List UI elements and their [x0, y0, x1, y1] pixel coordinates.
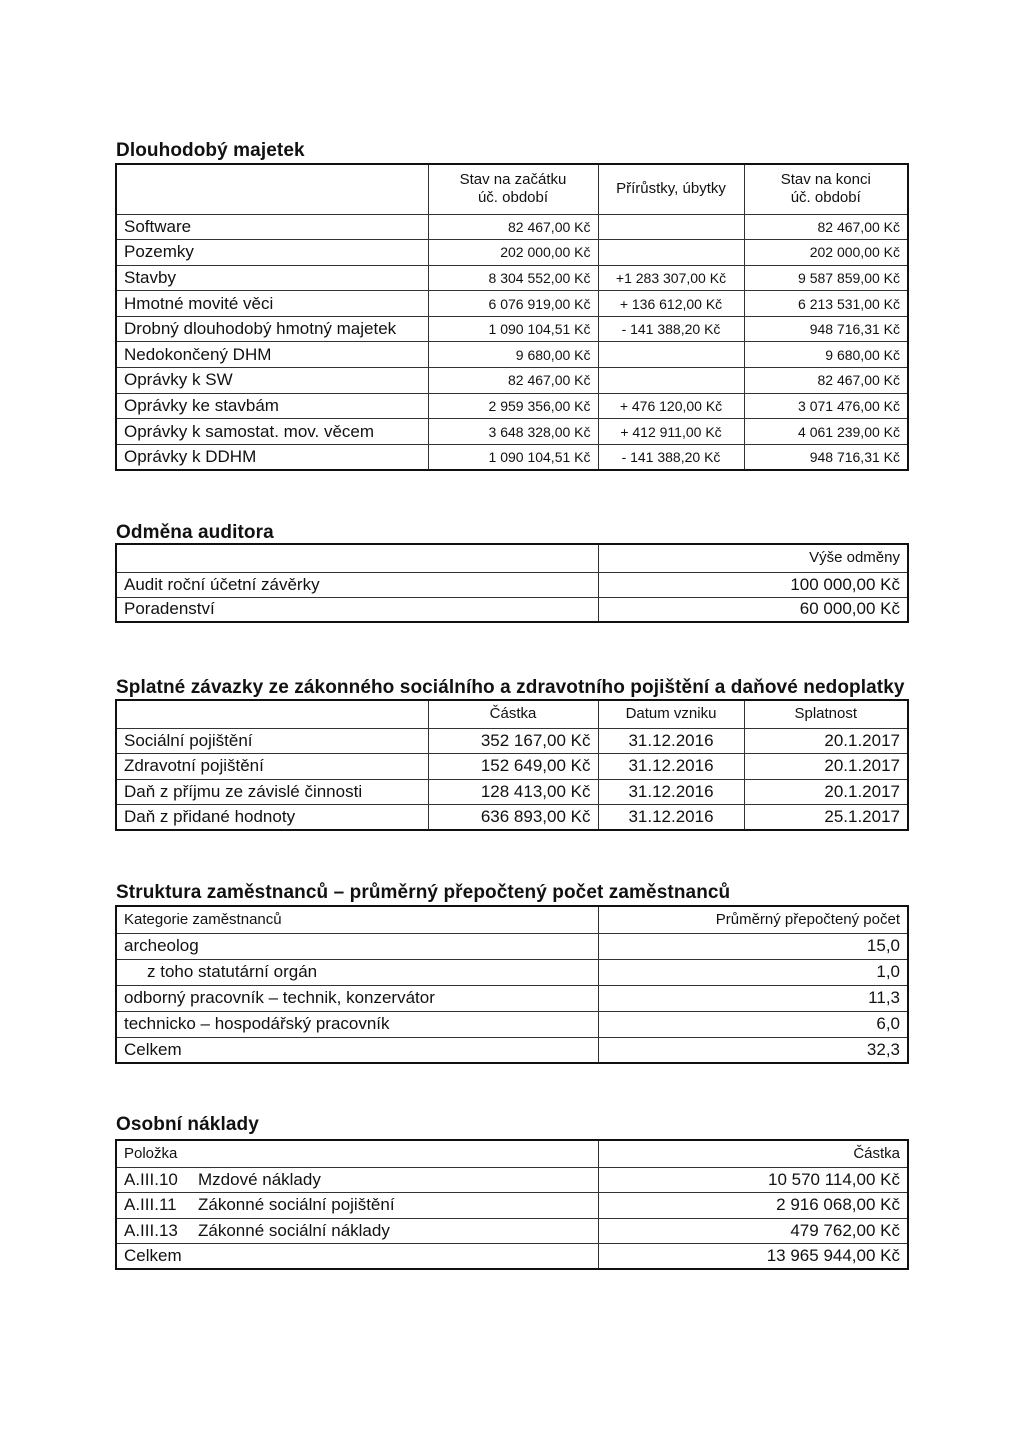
auditor-value: 60 000,00 Kč — [598, 597, 908, 622]
liabilities-header-amount: Částka — [428, 700, 598, 728]
assets-header-start: Stav na začátku úč. období — [428, 164, 598, 214]
table-row — [116, 419, 908, 445]
assets-header-changes: Přírůstky, úbytky — [598, 164, 744, 214]
table-row — [116, 1037, 908, 1063]
liabilities-table — [115, 699, 909, 831]
asset-change: +1 283 307,00 Kč — [598, 265, 744, 291]
liability-due: 20.1.2017 — [744, 728, 908, 754]
asset-end: 82 467,00 Kč — [744, 368, 908, 394]
asset-start: 3 648 328,00 Kč — [428, 419, 598, 445]
liability-due: 20.1.2017 — [744, 754, 908, 780]
liability-date: 31.12.2016 — [598, 728, 744, 754]
personnel-item — [116, 1218, 598, 1244]
liability-date: 31.12.2016 — [598, 779, 744, 805]
personnel-amount: 10 570 114,00 Kč — [598, 1167, 908, 1193]
asset-label: Hmotné movité věci — [116, 291, 428, 317]
liabilities-title: Splatné závazky ze zákonného sociálního a zdravotního pojištění a daňové nedoplatky — [116, 677, 905, 698]
liabilities-header-empty — [116, 700, 428, 728]
auditor-header-row — [116, 544, 908, 572]
asset-change — [598, 240, 744, 266]
liability-date: 31.12.2016 — [598, 805, 744, 831]
table-row — [116, 728, 908, 754]
employee-category: z toho statutární orgán — [116, 959, 598, 985]
personnel-total-label: Celkem — [116, 1244, 598, 1270]
table-row — [116, 214, 908, 240]
asset-change: + 476 120,00 Kč — [598, 393, 744, 419]
personnel-code: A.III.10 — [124, 1169, 178, 1189]
table-row — [116, 1167, 908, 1193]
personnel-code: A.III.13 — [124, 1220, 178, 1240]
liability-amount: 152 649,00 Kč — [428, 754, 598, 780]
table-row — [116, 291, 908, 317]
liability-due: 25.1.2017 — [744, 805, 908, 831]
personnel-label: Zákonné sociální pojištění — [198, 1195, 395, 1215]
table-row — [116, 265, 908, 291]
asset-label: Nedokončený DHM — [116, 342, 428, 368]
table-row — [116, 393, 908, 419]
asset-start: 6 076 919,00 Kč — [428, 291, 598, 317]
asset-label: Oprávky k SW — [116, 368, 428, 394]
personnel-header-row — [116, 1140, 908, 1167]
personnel-label: Mzdové náklady — [198, 1169, 321, 1189]
personnel-item — [116, 1167, 598, 1193]
table-row — [116, 959, 908, 985]
liability-label: Daň z přidané hodnoty — [116, 805, 428, 831]
personnel-header-amount: Částka — [598, 1140, 908, 1167]
asset-start: 8 304 552,00 Kč — [428, 265, 598, 291]
table-row — [116, 368, 908, 394]
asset-change: + 136 612,00 Kč — [598, 291, 744, 317]
employee-count: 1,0 — [598, 959, 908, 985]
employee-category: odborný pracovník – technik, konzervátor — [116, 985, 598, 1011]
auditor-title: Odměna auditora — [116, 522, 274, 543]
asset-end: 9 587 859,00 Kč — [744, 265, 908, 291]
auditor-header-empty — [116, 544, 598, 572]
table-row — [116, 342, 908, 368]
liability-label: Zdravotní pojištění — [116, 754, 428, 780]
liability-date: 31.12.2016 — [598, 754, 744, 780]
personnel-header-item: Položka — [116, 1140, 598, 1167]
personnel-amount: 2 916 068,00 Kč — [598, 1193, 908, 1219]
table-row — [116, 1193, 908, 1219]
asset-label: Oprávky k samostat. mov. věcem — [116, 419, 428, 445]
employees-header-count: Průměrný přepočtený počet — [598, 906, 908, 933]
employee-category: technicko – hospodářský pracovník — [116, 1011, 598, 1037]
liability-amount: 636 893,00 Kč — [428, 805, 598, 831]
table-row — [116, 805, 908, 831]
asset-start: 2 959 356,00 Kč — [428, 393, 598, 419]
asset-start: 82 467,00 Kč — [428, 368, 598, 394]
asset-label: Oprávky ke stavbám — [116, 393, 428, 419]
auditor-label: Poradenství — [116, 597, 598, 622]
table-row — [116, 1011, 908, 1037]
employees-header-row — [116, 906, 908, 933]
personnel-total-row — [116, 1244, 908, 1270]
employee-category: Celkem — [116, 1037, 598, 1063]
asset-start: 1 090 104,51 Kč — [428, 444, 598, 470]
asset-change — [598, 368, 744, 394]
table-row — [116, 754, 908, 780]
asset-label: Pozemky — [116, 240, 428, 266]
employee-count: 11,3 — [598, 985, 908, 1011]
auditor-header-amount: Výše odměny — [598, 544, 908, 572]
asset-start: 1 090 104,51 Kč — [428, 316, 598, 342]
assets-header-end: Stav na konci úč. období — [744, 164, 908, 214]
table-row — [116, 572, 908, 597]
auditor-label: Audit roční účetní závěrky — [116, 572, 598, 597]
asset-end: 948 716,31 Kč — [744, 444, 908, 470]
liability-due: 20.1.2017 — [744, 779, 908, 805]
asset-start: 9 680,00 Kč — [428, 342, 598, 368]
table-row — [116, 1218, 908, 1244]
asset-label: Drobný dlouhodobý hmotný majetek — [116, 316, 428, 342]
liability-label: Daň z příjmu ze závislé činnosti — [116, 779, 428, 805]
employees-title: Struktura zaměstnanců – průměrný přepočtený počet zaměstnanců — [116, 882, 731, 903]
auditor-table — [115, 543, 909, 623]
liability-amount: 128 413,00 Kč — [428, 779, 598, 805]
asset-end: 948 716,31 Kč — [744, 316, 908, 342]
assets-table — [115, 163, 909, 471]
liabilities-header-due: Splatnost — [744, 700, 908, 728]
employee-count: 15,0 — [598, 933, 908, 959]
asset-start: 82 467,00 Kč — [428, 214, 598, 240]
employees-table — [115, 905, 909, 1064]
asset-start: 202 000,00 Kč — [428, 240, 598, 266]
asset-end: 6 213 531,00 Kč — [744, 291, 908, 317]
employee-count: 32,3 — [598, 1037, 908, 1063]
personnel-code: A.III.11 — [124, 1195, 177, 1215]
asset-label: Software — [116, 214, 428, 240]
liabilities-header-date: Datum vzniku — [598, 700, 744, 728]
asset-end: 9 680,00 Kč — [744, 342, 908, 368]
asset-label: Oprávky k DDHM — [116, 444, 428, 470]
table-row — [116, 933, 908, 959]
asset-end: 202 000,00 Kč — [744, 240, 908, 266]
auditor-value: 100 000,00 Kč — [598, 572, 908, 597]
liability-label: Sociální pojištění — [116, 728, 428, 754]
assets-title: Dlouhodobý majetek — [116, 140, 305, 161]
personnel-item — [116, 1193, 598, 1219]
personnel-title: Osobní náklady — [116, 1114, 259, 1135]
table-row — [116, 316, 908, 342]
table-row — [116, 444, 908, 470]
table-row — [116, 985, 908, 1011]
personnel-amount: 479 762,00 Kč — [598, 1218, 908, 1244]
asset-change: - 141 388,20 Kč — [598, 316, 744, 342]
personnel-total-amount: 13 965 944,00 Kč — [598, 1244, 908, 1270]
asset-change — [598, 342, 744, 368]
personnel-table — [115, 1139, 909, 1270]
table-row — [116, 240, 908, 266]
asset-change — [598, 214, 744, 240]
asset-end: 4 061 239,00 Kč — [744, 419, 908, 445]
asset-end: 3 071 476,00 Kč — [744, 393, 908, 419]
table-row — [116, 597, 908, 622]
assets-header-empty — [116, 164, 428, 214]
employee-count: 6,0 — [598, 1011, 908, 1037]
liabilities-header-row — [116, 700, 908, 728]
employees-header-category: Kategorie zaměstnanců — [116, 906, 598, 933]
personnel-label: Zákonné sociální náklady — [198, 1220, 390, 1240]
employee-category: archeolog — [116, 933, 598, 959]
asset-change: - 141 388,20 Kč — [598, 444, 744, 470]
asset-end: 82 467,00 Kč — [744, 214, 908, 240]
liability-amount: 352 167,00 Kč — [428, 728, 598, 754]
asset-change: + 412 911,00 Kč — [598, 419, 744, 445]
assets-header-row — [116, 164, 908, 214]
asset-label: Stavby — [116, 265, 428, 291]
table-row — [116, 779, 908, 805]
